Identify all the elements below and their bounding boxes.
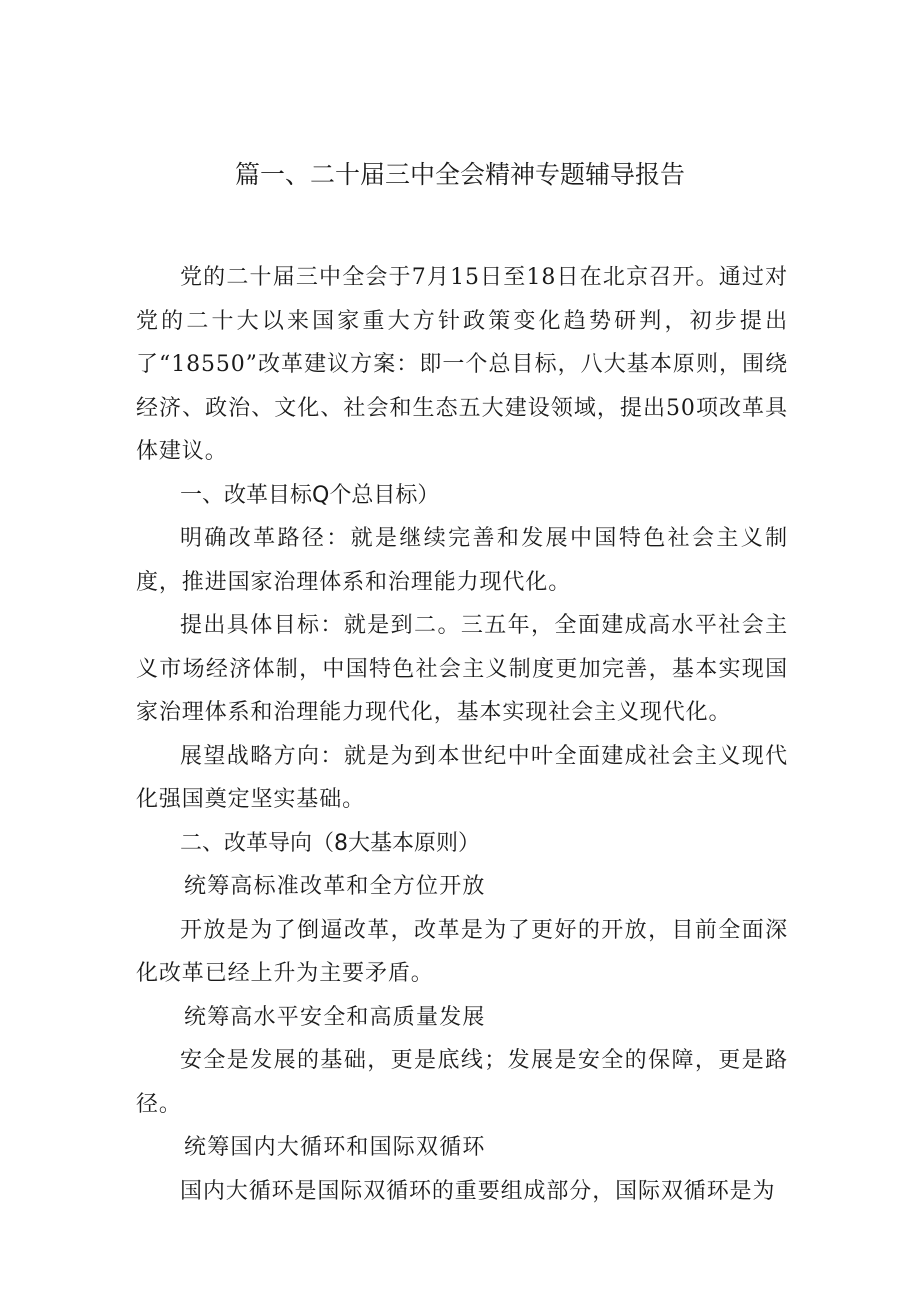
paragraph-reform-path: 明确改革路径：就是继续完善和发展中国特色社会主义制度，推进国家治理体系和治理能力现代化。 — [136, 526, 788, 595]
paragraph-dual-circulation: 国内大循环是国际双循环的重要组成部分，国际双循环是为 — [180, 1178, 776, 1204]
section-heading-1: 一、改革目标Q个总目标） — [180, 482, 440, 508]
paragraph-specific-goal: 提出具体目标：就是到二。三五年，全面建成高水平社会主义市场经济体制，中国特色社会主义制度更加完善，基本实现国家治理体系和治理能力现代化，基本实现社会主义现代化。 — [136, 613, 788, 725]
document-title: 篇一、二十届三中全会精神专题辅导报告 — [234, 160, 685, 189]
document-body — [136, 256, 788, 1213]
intro-paragraph: 党的二十届三中全会于7月15日至18日在北京召开。通过对党的二十大以来国家重大方针政策变化趋势研判，初步提出了“18550”改革建议方案：即一个总目标，八大基本原则，围绕经济、政治、文化、社会和生态五大建设领域，提出50项改革具体建议。 — [136, 265, 788, 464]
subheading-reform-opening: 统筹高标准改革和全方位开放 — [184, 874, 486, 899]
paragraph-reform-opening: 开放是为了倒逼改革，改革是为了更好的开放，目前全面深化改革已经上升为主要矛盾。 — [136, 917, 788, 986]
section-heading-2: 二、改革导向（8大基本原则） — [180, 830, 480, 856]
subheading-dual-circulation: 统筹国内大循环和国际双循环 — [184, 1135, 486, 1160]
subheading-security-development: 统筹高水平安全和高质量发展 — [184, 1004, 486, 1030]
paragraph-security-development: 安全是发展的基础，更是底线；发展是安全的保障，更是路径。 — [136, 1048, 788, 1117]
paragraph-strategic-direction: 展望战略方向：就是为到本世纪中叶全面建成社会主义现代化强国奠定坚实基础。 — [136, 743, 788, 812]
